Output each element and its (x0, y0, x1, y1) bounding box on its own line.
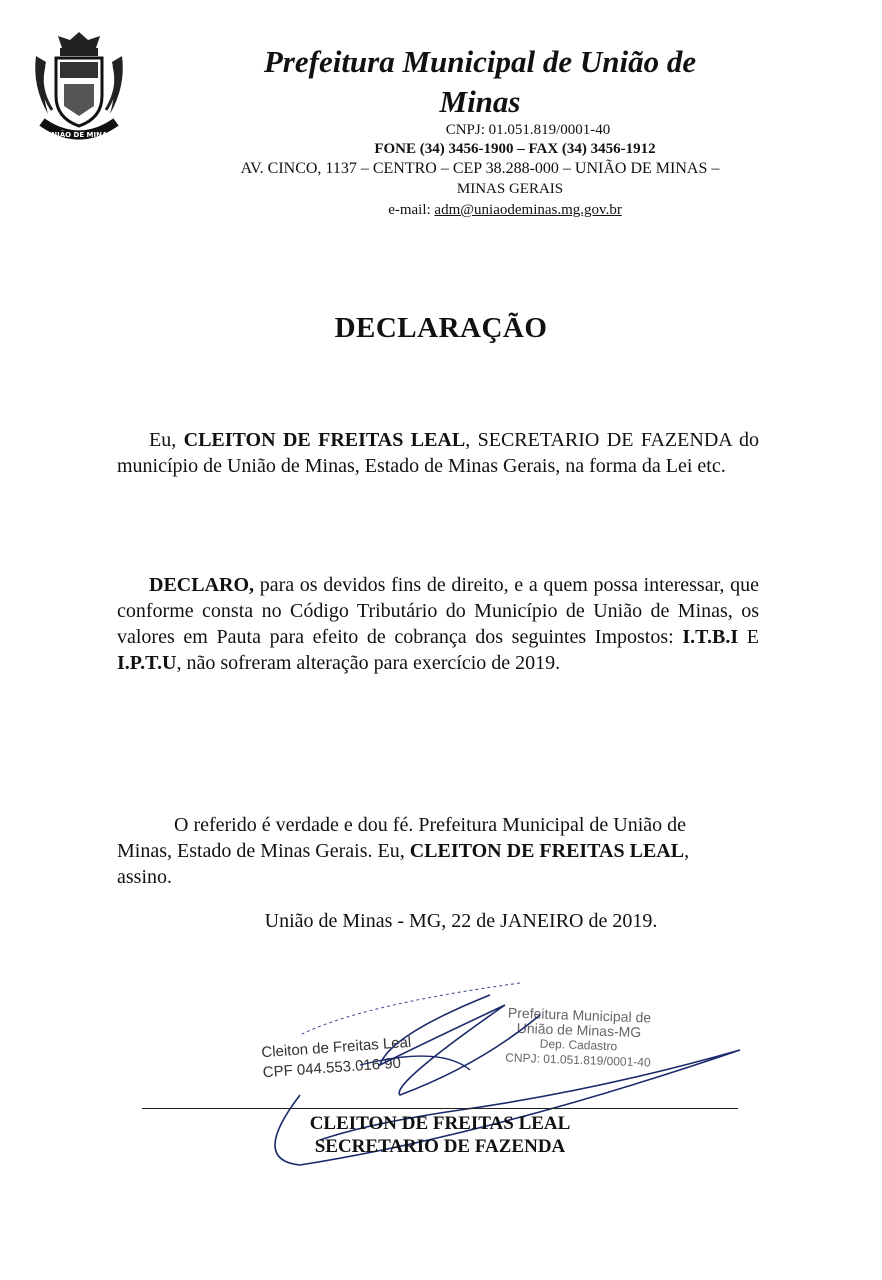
paragraph-declaro (117, 572, 759, 676)
date-line: União de Minas - MG, 22 de JANEIRO de 2019. (264, 910, 658, 932)
signer-stamp-name: Cleiton de Freitas Leal (260, 1033, 412, 1062)
header-phone: FONE (34) 3456-1900 – FAX (34) 3456-1912 (374, 141, 656, 157)
signature-role: SECRETARIO DE FAZENDA (314, 1136, 566, 1157)
header-address-line1: AV. CINCO, 1137 – CENTRO – CEP 38.288-000 – UNIÃO DE MINAS – (240, 160, 720, 177)
p1-name: CLEITON DE FREITAS LEAL (183, 429, 466, 451)
p3-text: O referido é verdade e dou fé. Prefeitura Municipal de União de Minas, Estado de Minas Gerais. Eu, (117, 814, 687, 862)
p2-e: E (738, 626, 759, 648)
office-stamp-line1: Prefeitura Municipal de (507, 1004, 652, 1026)
p2-iptu: I.P.T.U (117, 652, 177, 674)
email-label: e-mail: (388, 202, 431, 218)
header-cnpj: CNPJ: 01.051.819/0001-40 (445, 122, 611, 138)
signer-stamp (261, 1033, 414, 1083)
signature-line (142, 1108, 738, 1109)
email-link[interactable]: adm@uniaodeminas.mg.gov.br (434, 202, 622, 218)
paragraph-closing (117, 812, 717, 890)
p2-text: para os devidos fins de direito, e a quem possa interessar, que conforme consta no Código Tributário do Município de União de Minas, os valores em Pauta para efeito de cobrança dos seguintes Impostos: (117, 574, 759, 648)
p2-end: , não sofreram alteração para exercício de 2019. (176, 652, 561, 674)
signer-stamp-cpf: CPF 044.553.016 90 (262, 1054, 402, 1082)
header-email (200, 201, 760, 220)
p1-intro: Eu, (149, 429, 184, 451)
office-stamp-line3: Dep. Cadastro (539, 1036, 618, 1054)
header-title-line2: Minas (439, 84, 521, 119)
paragraph-intro (117, 427, 759, 479)
signature-name: CLEITON DE FREITAS LEAL (309, 1113, 571, 1134)
office-stamp (505, 1005, 652, 1070)
p1-rest: , SECRETARIO DE FAZENDA do município de União de Minas, Estado de Minas Gerais, na forma da Lei etc. (117, 429, 760, 477)
p2-itbi: I.T.B.I (682, 626, 739, 648)
office-stamp-line4: CNPJ: 01.051.819/0001-40 (505, 1050, 651, 1070)
crest-banner-text: UNIÃO DE MINAS (45, 131, 113, 139)
p2-declaro: DECLARO, (149, 574, 255, 596)
municipal-crest-icon (30, 26, 128, 144)
header-title-line1: Prefeitura Municipal de União de (263, 44, 697, 79)
office-stamp-line2: União de Minas-MG (516, 1019, 642, 1041)
document-heading: DECLARAÇÃO (334, 312, 548, 344)
p3-name: CLEITON DE FREITAS LEAL (409, 840, 685, 862)
header-address-line2: MINAS GERAIS (456, 181, 564, 197)
p3-end: , assino. (117, 840, 690, 888)
